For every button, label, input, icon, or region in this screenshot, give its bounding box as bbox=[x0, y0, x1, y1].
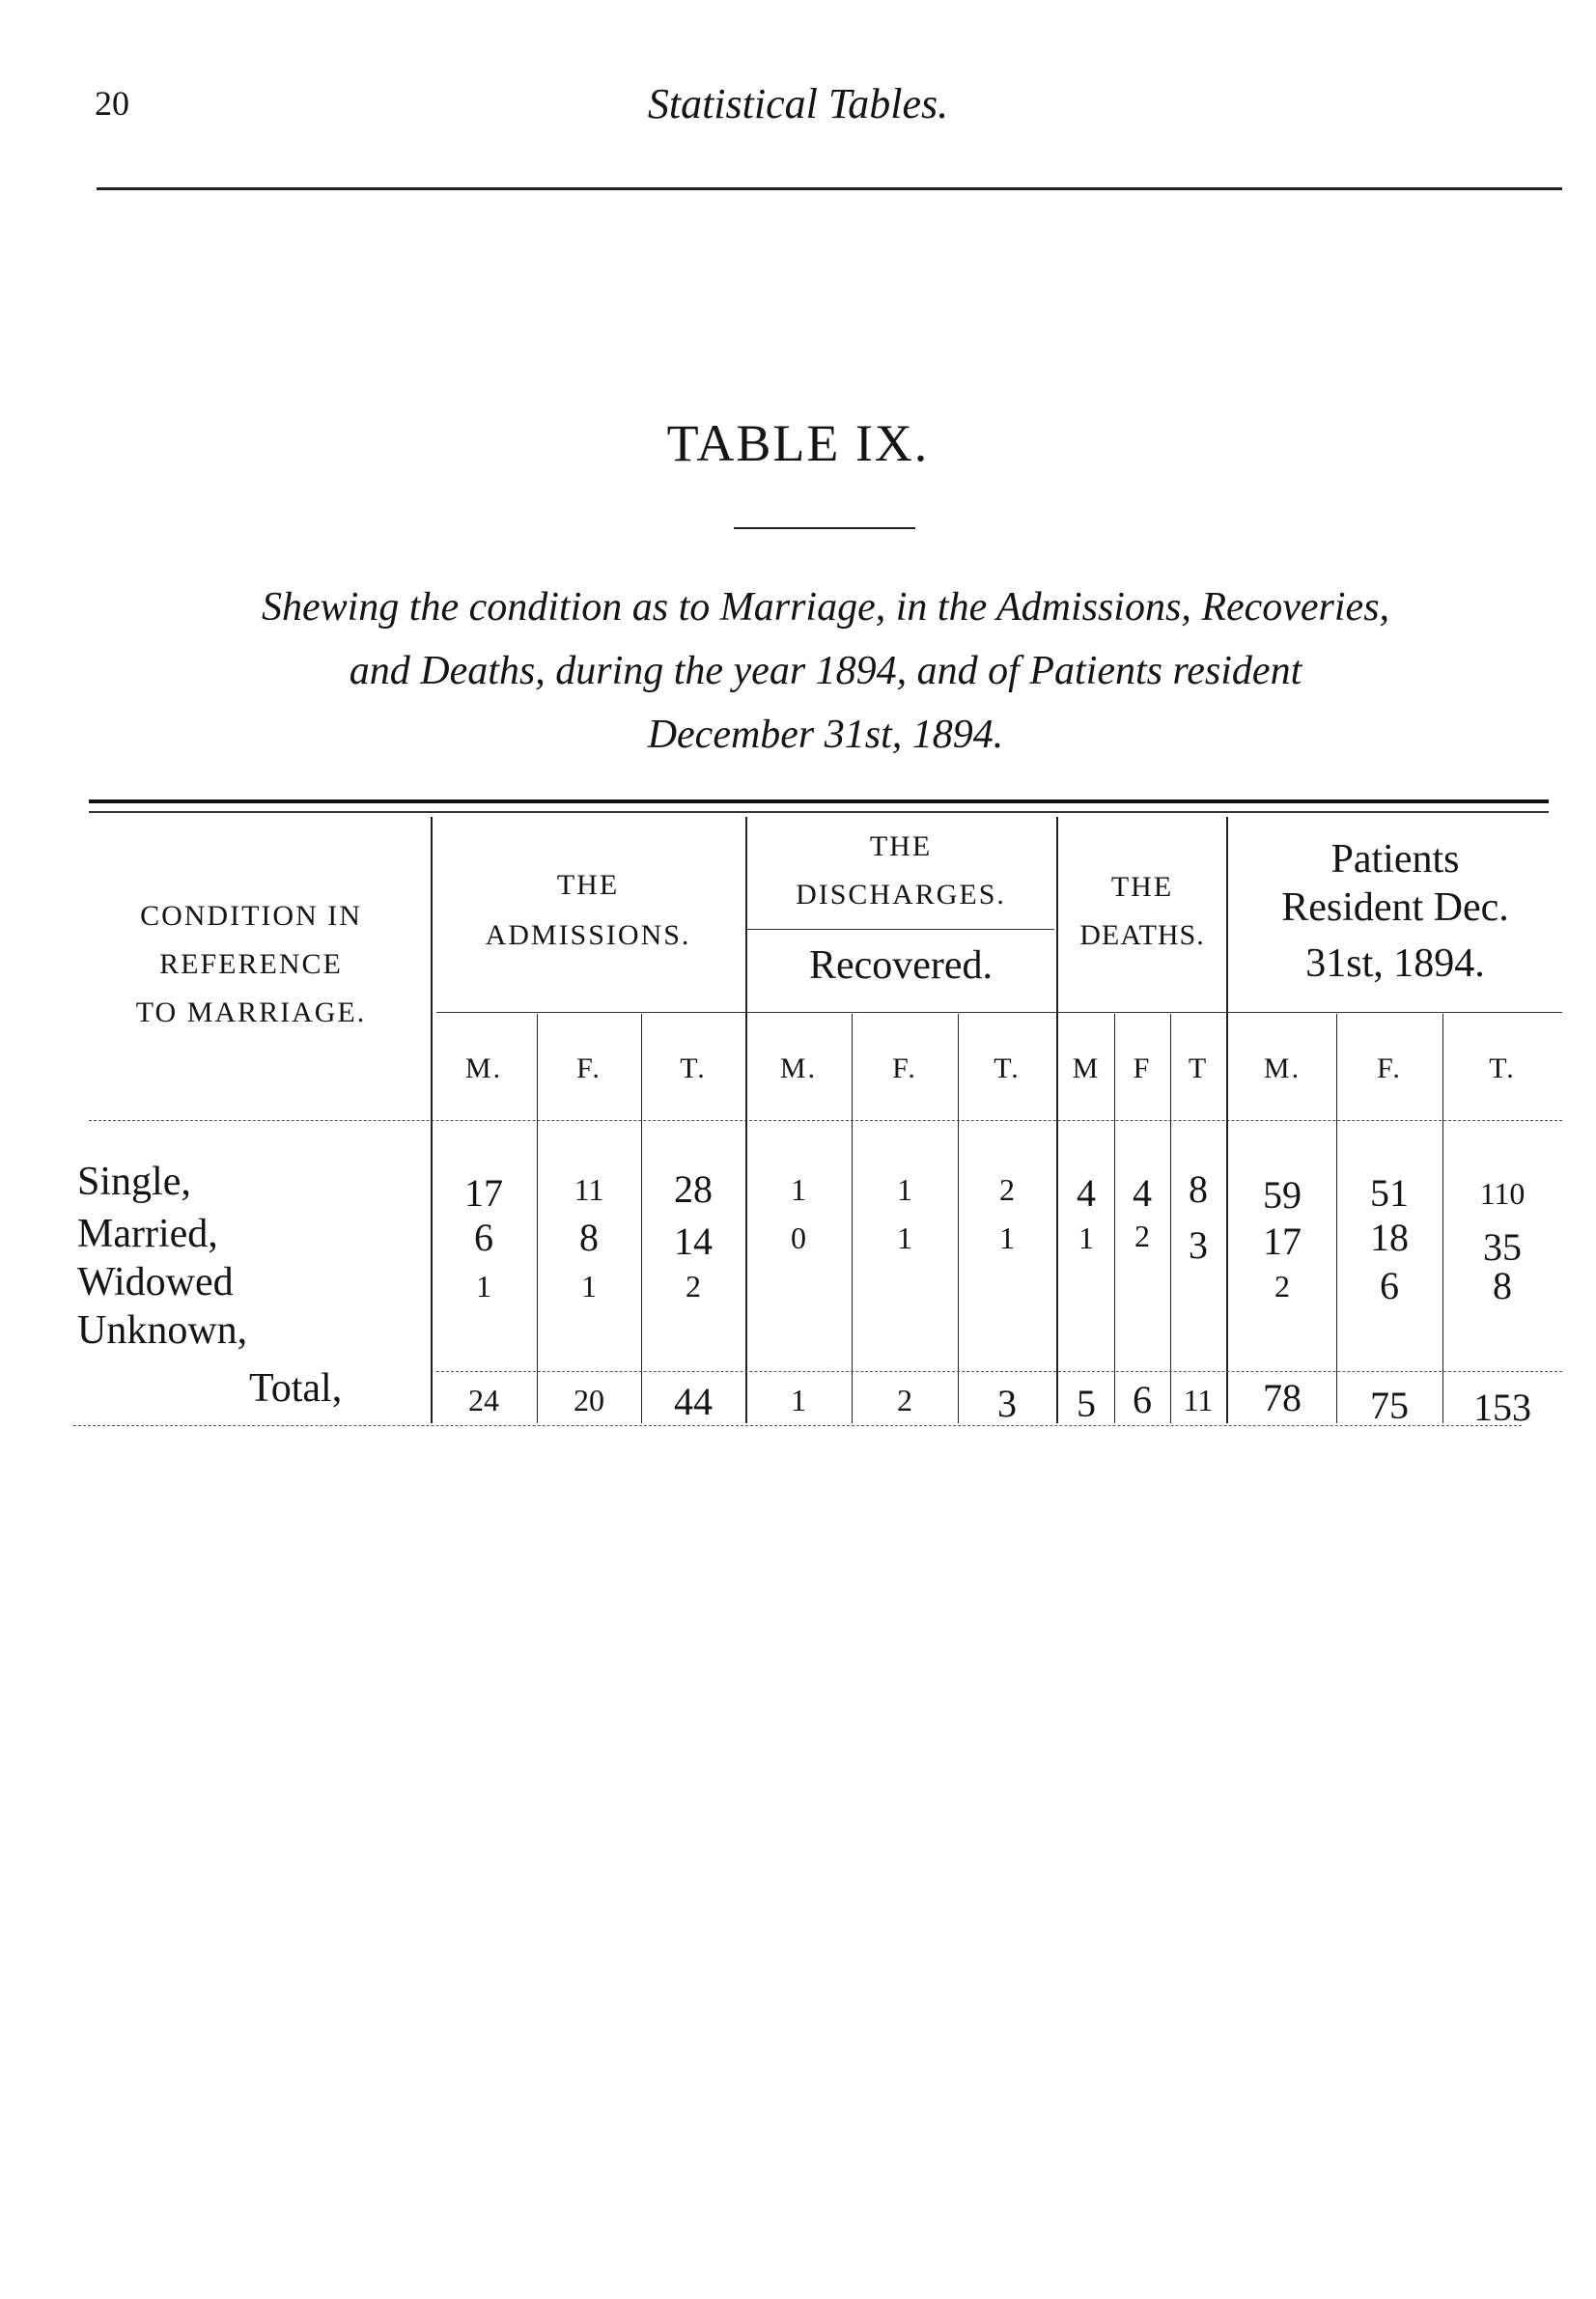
sub-header: F. bbox=[576, 1052, 602, 1084]
total-cell: 3 bbox=[997, 1382, 1017, 1425]
table-cell: 35 bbox=[1483, 1225, 1522, 1269]
sub-header: F bbox=[1133, 1052, 1152, 1084]
column-rule bbox=[1056, 817, 1058, 1423]
group-header-line: THE bbox=[1110, 871, 1174, 903]
sub-header: M bbox=[1072, 1052, 1101, 1084]
caption-line: and Deaths, during the year 1894, and of Patients resident bbox=[349, 649, 1302, 693]
column-rule bbox=[1226, 817, 1228, 1423]
table-cell: 3 bbox=[1189, 1223, 1208, 1267]
rule bbox=[436, 1012, 1562, 1013]
table-cell: 11 bbox=[574, 1172, 604, 1207]
sub-header: F. bbox=[892, 1052, 917, 1084]
table-top-rule bbox=[89, 811, 1549, 813]
group-header-line: THE bbox=[869, 830, 933, 862]
total-label: Total, bbox=[249, 1366, 343, 1411]
total-cell: 2 bbox=[897, 1383, 912, 1417]
rule bbox=[436, 1371, 1562, 1372]
rule bbox=[89, 1120, 1562, 1121]
sub-header: M. bbox=[1263, 1052, 1302, 1084]
group-header-line: DISCHARGES. bbox=[796, 879, 1006, 911]
table-cell: 8 bbox=[579, 1216, 599, 1259]
group-header-line: DEATHS. bbox=[1079, 919, 1205, 951]
total-cell: 153 bbox=[1473, 1386, 1531, 1429]
sub-header: F. bbox=[1377, 1052, 1402, 1084]
table-cell: 1 bbox=[999, 1220, 1015, 1255]
table-cell: 18 bbox=[1370, 1216, 1409, 1259]
table-cell: 28 bbox=[674, 1167, 713, 1211]
column-rule bbox=[1170, 1014, 1171, 1423]
group-header-line: ADMISSIONS. bbox=[485, 919, 691, 951]
table-cell: 1 bbox=[476, 1269, 491, 1304]
sub-header: T. bbox=[680, 1052, 707, 1084]
table-cell: 8 bbox=[1189, 1167, 1208, 1211]
stub-header-line: TO MARRIAGE. bbox=[135, 996, 367, 1028]
running-head: Statistical Tables. bbox=[647, 80, 949, 127]
sub-header: T. bbox=[1489, 1052, 1516, 1084]
table-cell: 14 bbox=[674, 1220, 713, 1263]
table-cell: 51 bbox=[1370, 1171, 1409, 1215]
group-header-line: Patients bbox=[1330, 837, 1460, 882]
table-cell: 6 bbox=[1380, 1264, 1399, 1307]
column-rule bbox=[852, 1014, 853, 1423]
group-header-line: Resident Dec. bbox=[1281, 885, 1509, 930]
group-header-line: 31st, 1894. bbox=[1305, 941, 1485, 986]
title-rule bbox=[734, 527, 915, 529]
rule bbox=[747, 929, 1054, 930]
total-cell: 5 bbox=[1077, 1382, 1096, 1425]
table-cell: 4 bbox=[1077, 1171, 1096, 1215]
total-cell: 78 bbox=[1263, 1376, 1302, 1419]
sub-header: T. bbox=[994, 1052, 1021, 1084]
sub-header: M. bbox=[464, 1052, 503, 1084]
header-rule bbox=[97, 187, 1562, 190]
table-cell: 2 bbox=[999, 1172, 1015, 1207]
column-rule bbox=[431, 817, 433, 1423]
total-cell: 20 bbox=[574, 1383, 604, 1417]
total-cell: 11 bbox=[1183, 1383, 1214, 1417]
caption-line: Shewing the condition as to Marriage, in the Admissions, Recoveries, bbox=[261, 585, 1390, 630]
total-cell: 1 bbox=[791, 1383, 806, 1417]
sub-header: T bbox=[1188, 1052, 1209, 1084]
table-cell: 8 bbox=[1493, 1264, 1512, 1307]
table-cell: 1 bbox=[581, 1269, 597, 1304]
rule bbox=[73, 1425, 1522, 1426]
table-cell: 59 bbox=[1263, 1173, 1302, 1217]
column-rule bbox=[745, 817, 747, 1423]
table-cell: 2 bbox=[686, 1269, 701, 1304]
table-caption bbox=[87, 575, 1564, 767]
total-cell: 6 bbox=[1133, 1378, 1152, 1421]
row-label: Single, bbox=[77, 1160, 191, 1204]
table-cell: 1 bbox=[791, 1172, 806, 1207]
table-cell: 6 bbox=[474, 1216, 493, 1259]
table-cell: 17 bbox=[464, 1171, 503, 1215]
table-cell: 17 bbox=[1263, 1220, 1302, 1263]
table-cell: 1 bbox=[897, 1172, 912, 1207]
table-cell: 110 bbox=[1479, 1176, 1526, 1211]
table-cell: 1 bbox=[897, 1220, 912, 1255]
table-cell: 4 bbox=[1133, 1171, 1152, 1215]
column-rule bbox=[1442, 1014, 1443, 1423]
total-cell: 75 bbox=[1370, 1384, 1409, 1427]
total-cell: 24 bbox=[468, 1383, 499, 1417]
row-label: Married, bbox=[77, 1212, 218, 1256]
stub-header-line: CONDITION IN bbox=[140, 900, 362, 932]
row-label: Widowed bbox=[77, 1260, 234, 1304]
table-cell: 2 bbox=[1274, 1269, 1290, 1304]
page-number: 20 bbox=[95, 84, 129, 123]
stub-header-line: REFERENCE bbox=[159, 948, 343, 980]
caption-line: December 31st, 1894. bbox=[647, 713, 1004, 757]
table-title: TABLE IX. bbox=[666, 414, 930, 472]
total-cell: 44 bbox=[674, 1380, 713, 1423]
sub-header: M. bbox=[779, 1052, 818, 1084]
group-header-line: THE bbox=[556, 869, 620, 901]
table-cell: 1 bbox=[1078, 1220, 1094, 1255]
table-cell: 2 bbox=[1134, 1219, 1150, 1253]
table-top-rule bbox=[89, 799, 1549, 803]
column-rule bbox=[958, 1014, 959, 1423]
subheader-recovered: Recovered. bbox=[808, 943, 994, 988]
row-label: Unknown, bbox=[77, 1308, 248, 1353]
table-cell: 0 bbox=[791, 1220, 806, 1255]
